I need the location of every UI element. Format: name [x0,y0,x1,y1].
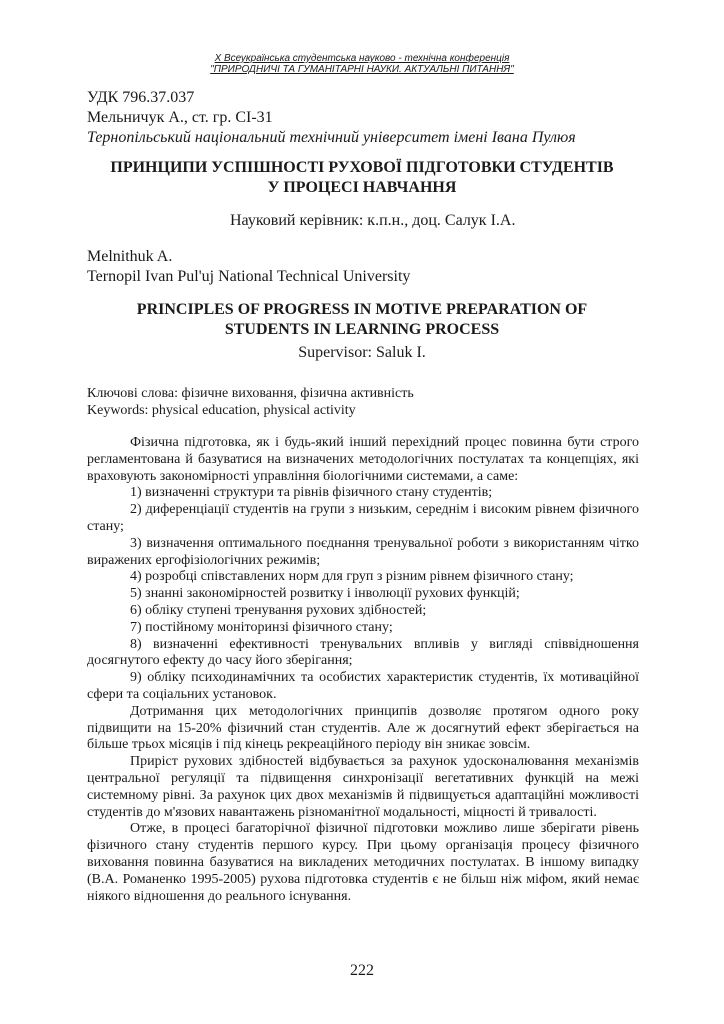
title-en-line-2: STUDENTS IN LEARNING PROCESS [224,321,500,338]
author-en: Melnithuk A. [87,248,173,265]
keywords-en: Keywords: physical education, physical activity [87,403,356,418]
affiliation-en: Ternopil Ivan Pul'uj National Technical University [87,268,411,285]
list-item: 3) визначення оптимального поєднання тренувальної роботи з використанням чітко виражених ергофізіологічних режимів; [87,535,639,568]
list-item: 6) обліку ступені тренування рухових здібностей; [130,602,427,618]
conference-name: X Всеукраїнська студентська науково - технічна конференція [214,53,510,64]
author-ua: Мельничук А., ст. гр. СІ-31 [87,109,273,126]
list-item: 9) обліку психодинамічних та особистих характеристик студентів, їх мотиваційної сфери та соціальних установок. [87,670,639,702]
paragraph: Дотримання цих методологічних принципів дозволяє протягом одного року підвищити на 15-20% фізичний стан студентів. Але ж досягнутий ефект зберігається на більше трьох місяців і під кінець рекреаційного періоду він зникає зовсім. [87,703,639,753]
paragraph: Приріст рухових здібностей відбувається за рахунок удосконалювання механізмів центральної регуляції та підвищення синхронізації вегетативних функцій на межі системному рівні. За рахунок цих двох механізмів й підвищується адаптаційні можливості студентів до м'язових навантажень різноманітної модальності, міцності й тривалості. [87,754,639,820]
author-block-en [87,247,410,287]
paper-title-en [60,300,664,340]
paragraph: Отже, в процесі багаторічної фізичної підготовки можливо лише зберігати рівень фізичного стану студентів першого курсу. При цьому організація процесу фізичного виховання повинна базуватися на викладених методичних постулатах. В іншому випадку (В.А. Романенко 1995-2005) рухова підготовка студентів є не більш ніж міфом, який немає ніякого відношення до реального існування. [87,821,639,904]
list-item: 1) визначенні структури та рівнів фізичного стану студентів; [130,485,493,501]
title-en-line-1: PRINCIPLES OF PROGRESS IN MOTIVE PREPARATION OF [136,301,588,318]
affiliation-ua: Тернопільський національний технічний університет імені Івана Пулюя [87,129,576,146]
list-item: 2) диференціації студентів на групи з низьким, середнім і високим рівнем фізичного стану; [87,502,639,534]
paragraph-intro: Фізична підготовка, як і будь-який інший перехідний процес повинна бути строго регламентована й базуватися на визначених методологічних постулатах та концепціях, які враховують закономірності управління біологічними системами, а саме: [87,435,639,484]
conference-header [0,53,724,75]
page-number: 222 [350,962,374,979]
supervisor-en: Supervisor: Saluk I. [298,344,426,361]
paper-title-ua [60,158,664,198]
title-ua-line-2: У ПРОЦЕСІ НАВЧАННЯ [267,179,457,196]
body-text [87,435,639,905]
conference-theme: "ПРИРОДНИЧІ ТА ГУМАНІТАРНІ НАУКИ. АКТУАЛЬНІ ПИТАННЯ" [210,64,514,75]
list-item: 5) знанні закономірностей розвитку і інволюції рухових функцій; [130,586,520,602]
list-item: 8) визначенні ефективності тренувальних впливів у вигляді співвідношення досягнутого ефекту до часу його зберігання; [87,636,639,669]
keywords-ua: Ключові слова: фізичне виховання, фізична активність [87,386,414,401]
title-ua-line-1: ПРИНЦИПИ УСПІШНОСТІ РУХОВОЇ ПІДГОТОВКИ СТУДЕНТІВ [110,159,614,176]
udk-code: УДК 796.37.037 [87,89,195,106]
author-block-ua [87,88,576,148]
list-item: 4) розробці співставлених норм для груп з різним рівнем фізичного стану; [130,569,574,585]
supervisor-ua: Науковий керівник: к.п.н., доц. Салук І.А. [230,212,516,229]
list-item: 7) постійному моніторинзі фізичного стану; [130,619,393,635]
keywords-block [87,385,414,419]
